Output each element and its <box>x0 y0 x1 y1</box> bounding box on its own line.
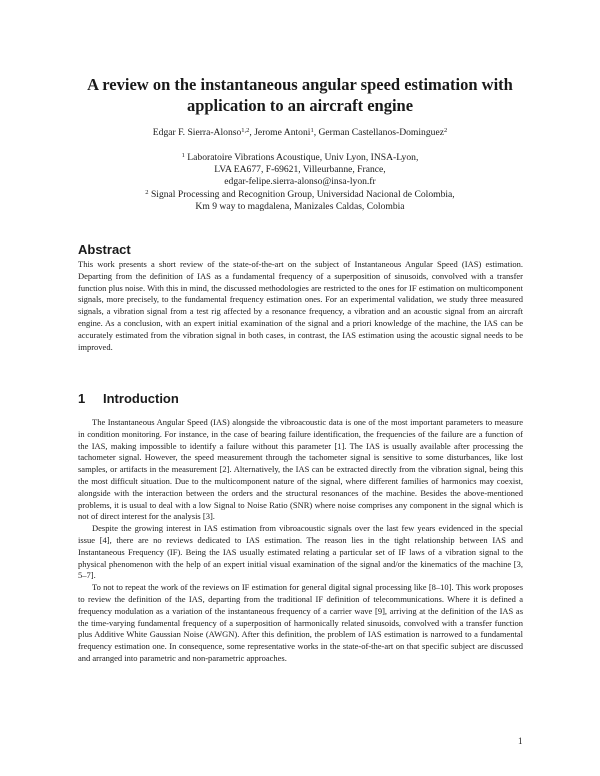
author-affiliation-marker: 1,2 <box>241 127 250 134</box>
introduction-body <box>78 417 523 665</box>
section-number: 1 <box>78 391 86 406</box>
affiliation-marker: 1 <box>181 152 185 159</box>
author-name: Edgar F. Sierra-Alonso <box>152 127 242 138</box>
paper-title: A review on the instantaneous angular speed estimation with application to an aircraft engine <box>87 75 513 115</box>
paragraph: The Instantaneous Angular Speed (IAS) alongside the vibroacoustic data is one of the most important parameters to measure in condition monitoring. For instance, in the case of bearing failure identification, the frequencies of the failure are a function of the IAS, making impossible to identify a failure without this parameter [1]. The IAS is usually available after processing the tachometer signal. However, the speed measurement through the tachometer signal is sensitive to some disturbances, like lost samples, or artifacts in the measurement [2]. Alternatively, the IAS can be extracted directly from the vibration signal, being this the most difficult situation. Due to the multicomponent nature of the signal, where different families of harmonics may coexist, alongside with the interaction between the orders and the structural resonances of the machine. Besides the above-mentioned problems, it is usual to deal with a low Signal to Noise Ratio (SNR) where noise comprises any component in the signal which is not of direct interest for the analysis [3]. <box>78 417 523 522</box>
affiliation-line: $^1$ Laboratoire Vibrations Acoustique, Univ Lyon, INSA-Lyon, <box>181 152 419 163</box>
author-affiliation-marker: 2 <box>443 127 448 134</box>
affiliation-line: $^2$ Signal Processing and Recognition Group, Universidad Nacional de Colombia, <box>145 188 455 200</box>
abstract-text: This work presents a short review of the state-of-the-art on the subject of Instantaneous Angular Speed (IAS) estimation. Departing from the definition of IAS as a fundamental frequency of a superposition of sinusoids, convolved with a transfer function plus noise. With this in mind, the discussed methodologies are restricted to the ones for IF estimation on multicomponent signals, more precisely, to the fundamental frequency estimation ones. For an experimental validation, we study three measured signals, a vibration signal from a test rig affected by a resonance frequency, a vibration and an acoustic signal from an aircraft engine. As a conclusion, with an expert initial examination of the signal and a priori knowledge of the machine, the IAS can be accurately estimated from the vibration signal in both cases, in contrast, the IAS estimation using the acoustic signal needs to be improved. <box>78 259 523 352</box>
author-affiliation-marker: 1 <box>310 127 314 134</box>
affiliation-line: LVA EA677, F-69621, Villeurbanne, France, <box>214 164 386 176</box>
section-title: Introduction <box>103 391 179 406</box>
author-name: Jerome Antoni <box>254 127 311 138</box>
affiliation-line: Km 9 way to magdalena, Manizales Caldas, Colombia <box>195 200 405 212</box>
paragraph: To not to repeat the work of the reviews on IF estimation for general digital signal processing like [8–10]. This work proposes to review the definition of the IAS, departing from the traditional IF definition of telecommunications. Where it is defined a frequency modulation as a variation of the instantaneous frequency of a carrier wave [9], arriving at the definition of the IAS as the time-varying fundamental frequency of a superposition of harmonically related sinusoids, convolved with a transfer function plus Additive White Gaussian Noise (AWGN). After this definition, the problem of IAS estimation is narrowed to a fundamental frequency estimation one. In consequence, some representative works in the state-of-the-art on that specific subject are discussed and arranged into parametric and non-parametric approaches. <box>78 582 523 663</box>
abstract-body <box>78 259 523 353</box>
affiliation-block <box>60 152 540 213</box>
page-number: 1 <box>518 736 523 746</box>
author-list: Edgar F. Sierra-Alonso$^{1,2}$, Jerome Antoni$^1$, German Castellanos-Dominguez$^2$ <box>152 127 448 138</box>
affiliation-email: edgar-felipe.sierra-alonso@insa-lyon.fr <box>224 176 376 188</box>
paragraph: Despite the growing interest in IAS estimation from vibroacoustic signals over the last few years evidenced in the special issue [4], there are no reviews dedicated to IAS estimation. The reason lies in the tight relationship between IAS and Instantaneous Frequency (IF). Being the IAS usually estimated relating a particular set of IF laws of a vibration signal to the physical phenomenon with the help of an expert initial visual examination of the signal and/or the kinematics of the machine [3, 5–7]. <box>78 523 523 581</box>
author-name: German Castellanos-Dominguez <box>318 127 444 138</box>
affiliation-marker: 2 <box>145 188 149 196</box>
abstract-heading: Abstract <box>78 242 131 257</box>
section-heading-introduction <box>78 391 179 407</box>
